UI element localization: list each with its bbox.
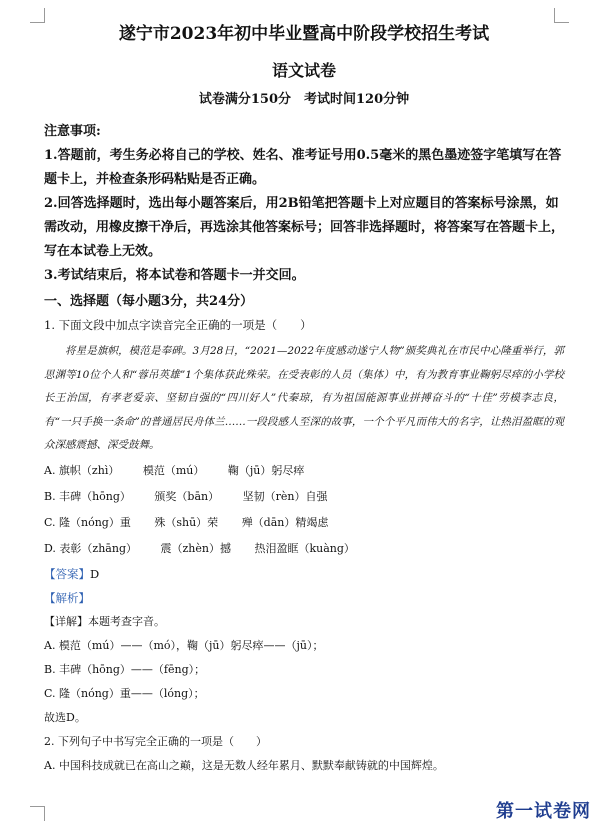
option-d: D. 表彰（zhāng） 震（zhèn）撼 热泪盈眶（kuàng） (44, 541, 355, 555)
detail-line: B. 丰碑（hōng）——（fēng）； (44, 662, 206, 676)
option-b: B. 丰碑（hōng） 颁奖（bān） 坚韧（rèn）自强 (44, 489, 328, 503)
question-1-stem: 1. 下面文段中加点字读音完全正确的一项是（ ） (44, 318, 312, 332)
section-heading: 一、选择题（每小题3分，共24分） (44, 294, 254, 309)
detail-line: C. 隆（nóng）重——（lóng）； (44, 686, 205, 700)
crop-mark-bottom-left (30, 806, 45, 821)
note-item: 1.答题前，考生务必将自己的学校、姓名、准考证号用0.5毫米的黑色墨迹签字笔填写在答题卡上，并检查条形码粘贴是否正确。 (44, 148, 562, 187)
question-1-passage: 将星是旗帜，模范是奉碑。3月28日，“2021—2022年度感动遂宁人物”颁奖典礼在市民中心隆重举行，郭思渊等10位个人和“蓉吊英雄”1个集体获此殊荣。在受表彰的人员（集体）中，有为教育事业鞠躬尽瘁的小学校长王治国，有孝老爱亲、坚韧自强的“四川好人”代秦琼，有为祖国能源事业拼搏奋斗的“十佳”劳模李志良，有“一只手换一条命”的普通居民舟体兰……一段段感人至深的故事，一个个平凡而伟大的名字，让热泪盈眶的观众深感震撼、深受鼓舞。 (44, 345, 564, 451)
note-item: 2.回答选择题时，选出每小题答案后，用2B铅笔把答题卡上对应题目的答案标号涂黑，如需改动，用橡皮擦干净后，再选涂其他答案标号；回答非选择题时，将答案写在答题卡上，写在本试卷上无效。 (44, 196, 565, 259)
score-time-line: 试卷满分150分 考试时间120分钟 (198, 92, 410, 107)
conclusion: 故选D。 (44, 710, 86, 724)
answer-line (44, 562, 564, 586)
option-c: C. 隆（nóng）重 殊（shū）荣 殚（dān）精竭虑 (44, 515, 329, 529)
question-2-option-a: A. 中国科技成就已在高山之巅，这是无数人经年累月、默默奉献铸就的中国辉煌。 (44, 758, 444, 772)
site-logo: 第一试卷网 (496, 801, 591, 822)
notes-heading: 注意事项: (44, 124, 101, 139)
crop-mark-top-left (30, 8, 45, 23)
exam-page (44, 18, 564, 778)
analysis-label: 【解析】 (44, 590, 90, 605)
option-a: A. 旗帜（zhì） 模范（mú） 鞠（jū）躬尽瘁 (44, 463, 305, 477)
question-2-stem: 2. 下列句子中书写完全正确的一项是（ ） (44, 734, 267, 748)
answer-label: 【答案】 (44, 566, 90, 581)
detail-line: A. 模范（mú）——（mó），鞠（jū）躬尽瘁——（jū）； (44, 638, 324, 652)
detail-heading: 【详解】本题考查字音。 (44, 614, 165, 628)
exam-subtitle: 语文试卷 (271, 61, 336, 80)
answer-value: D (90, 566, 100, 581)
question-1-options (44, 458, 564, 562)
exam-title: 遂宁市2023年初中毕业暨高中阶段学校招生考试 (118, 24, 490, 44)
note-item: 3.考试结束后，将本试卷和答题卡一并交回。 (44, 268, 305, 283)
